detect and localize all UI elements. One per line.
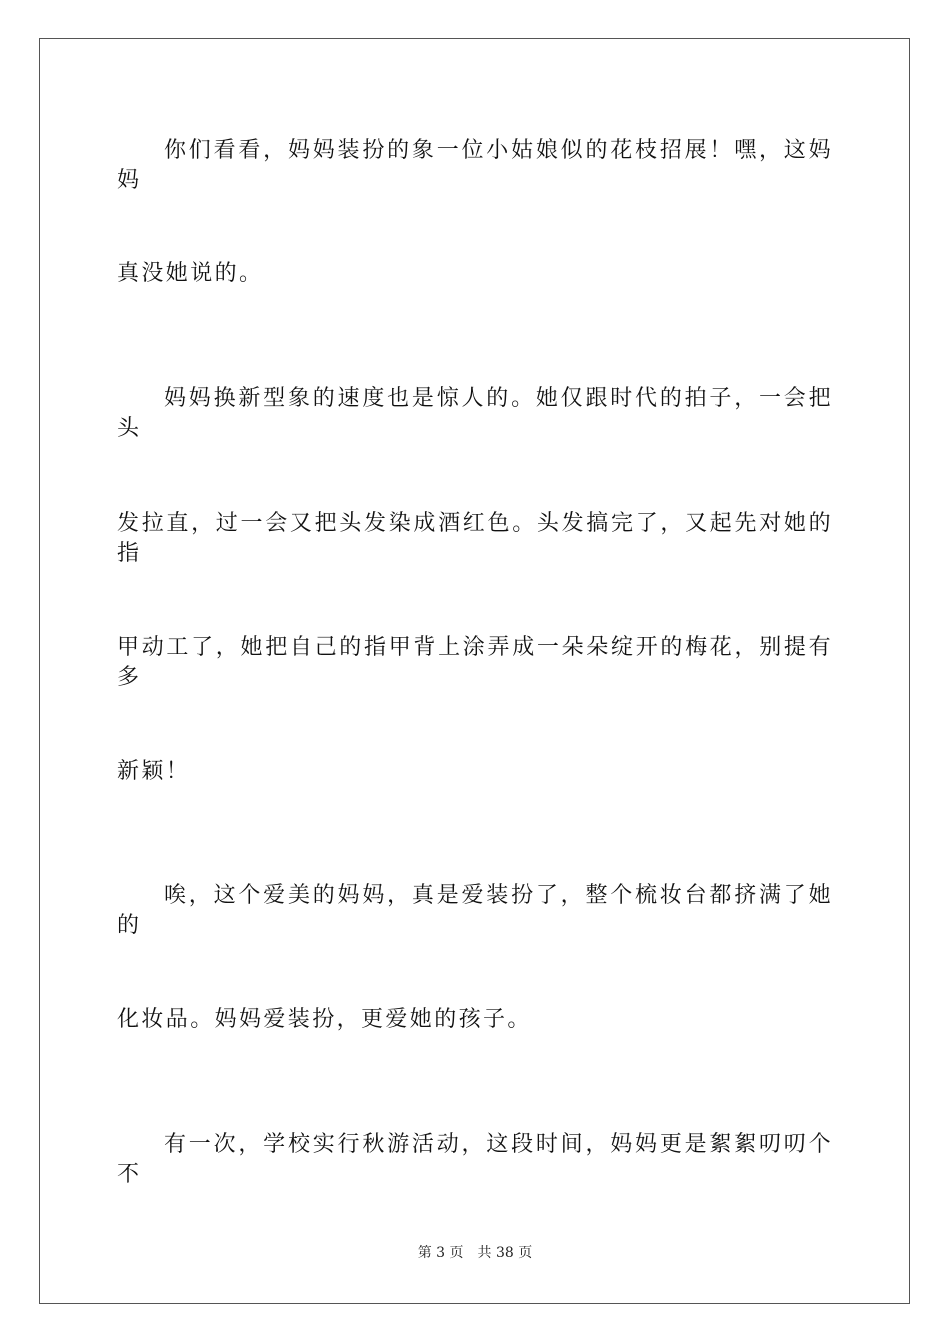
paragraph-2-line-1: 妈妈换新型象的速度也是惊人的。她仅跟时代的拍子，一会把头 [117,386,833,441]
page-number: 第 3 页 [417,1245,464,1261]
page-footer [0,1243,950,1263]
paragraph-4-line-1: 有一次，学校实行秋游活动，这段时间，妈妈更是絮絮叨叨个不 [117,1132,833,1187]
paragraph-1-line-1: 你们看看，妈妈装扮的象一位小姑娘似的花枝招展！嘿，这妈妈 [117,138,833,193]
paragraph-3-line-2: 化妆品。妈妈爱装扮，更爱她的孩子。 [117,1007,532,1032]
paragraph-1-line-2: 真没她说的。 [117,261,264,286]
paragraph-2-line-3: 甲动工了，她把自己的指甲背上涂弄成一朵朵绽开的梅花，别提有多 [117,635,833,690]
paragraph-2-line-2: 发拉直，过一会又把头发染成酒红色。头发搞完了，又起先对她的指 [117,511,833,566]
paragraph-2-line-4: 新颖！ [117,759,191,784]
paragraph-3-line-1: 唉，这个爱美的妈妈，真是爱装扮了，整个梳妆台都挤满了她的 [117,883,833,938]
page-total: 共 38 页 [477,1245,533,1261]
